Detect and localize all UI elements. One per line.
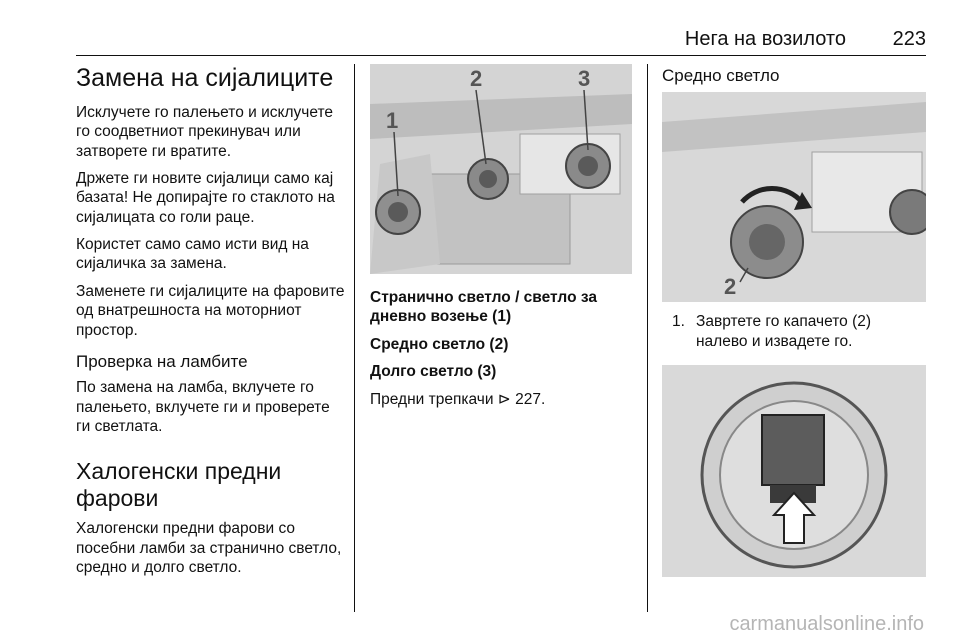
column-3	[662, 64, 926, 577]
bulb-connector-figure	[662, 365, 926, 577]
column-divider-2	[647, 64, 648, 612]
subheading: Проверка на ламбите	[76, 351, 248, 371]
column-divider-1	[354, 64, 355, 612]
header-rule	[76, 55, 926, 56]
figure-label-2: 2	[724, 274, 737, 300]
step-text: Завртете го капачето (2) налево и извадете го.	[696, 313, 872, 350]
caption: Средно светло (2)	[370, 335, 509, 353]
caption: Странично светло / светло за дневно возење (1)	[370, 289, 597, 326]
subheading: Средно светло	[662, 66, 780, 85]
caption: Долго светло (3)	[370, 363, 497, 381]
paragraph: По замена на ламба, вклучете го палењето, вклучете ги и проверете ги светлата.	[76, 379, 330, 436]
paragraph: Користет само само исти вид на сијаличка за замена.	[76, 236, 309, 273]
headlamp-bulbs-figure	[370, 64, 632, 274]
column-1	[76, 64, 346, 585]
cross-reference: Предни трепкачи ⊳ 227.	[370, 390, 546, 408]
step-1	[662, 312, 926, 351]
page-number: 223	[892, 28, 926, 50]
step-number: 1.	[672, 313, 685, 331]
figure-label-1: 1	[386, 108, 399, 133]
section-title: Замена на сијалиците	[76, 64, 334, 92]
paragraph: Заменете ги сијалиците на фаровите од внатрешноста на моторниот простор.	[76, 282, 345, 339]
running-title: Нега на возилото	[684, 28, 846, 50]
figure-label-3: 3	[578, 66, 591, 91]
column-2	[370, 64, 632, 409]
figure-label-2: 2	[470, 66, 483, 91]
headlamp-illustration	[370, 64, 632, 274]
low-beam-cap-figure	[662, 92, 926, 302]
heading: Халогенски предни фарови	[76, 458, 282, 511]
paragraph: Држете ги новите сијалици само кај базата! Не допирајте го стаклото на сијалицата со голи раце.	[76, 169, 335, 226]
paragraph: Исклучете го палењето и исклучете го соодветниот прекинувач или затворете ги вратите.	[76, 103, 333, 160]
low-beam-illustration	[662, 92, 926, 302]
bulb-connector-illustration	[662, 365, 926, 577]
page-header	[76, 26, 926, 56]
paragraph: Халогенски предни фарови со посебни ламби за странично светло, средно и долго светло.	[76, 520, 342, 577]
watermark: carmanualsonline.info	[729, 613, 924, 635]
